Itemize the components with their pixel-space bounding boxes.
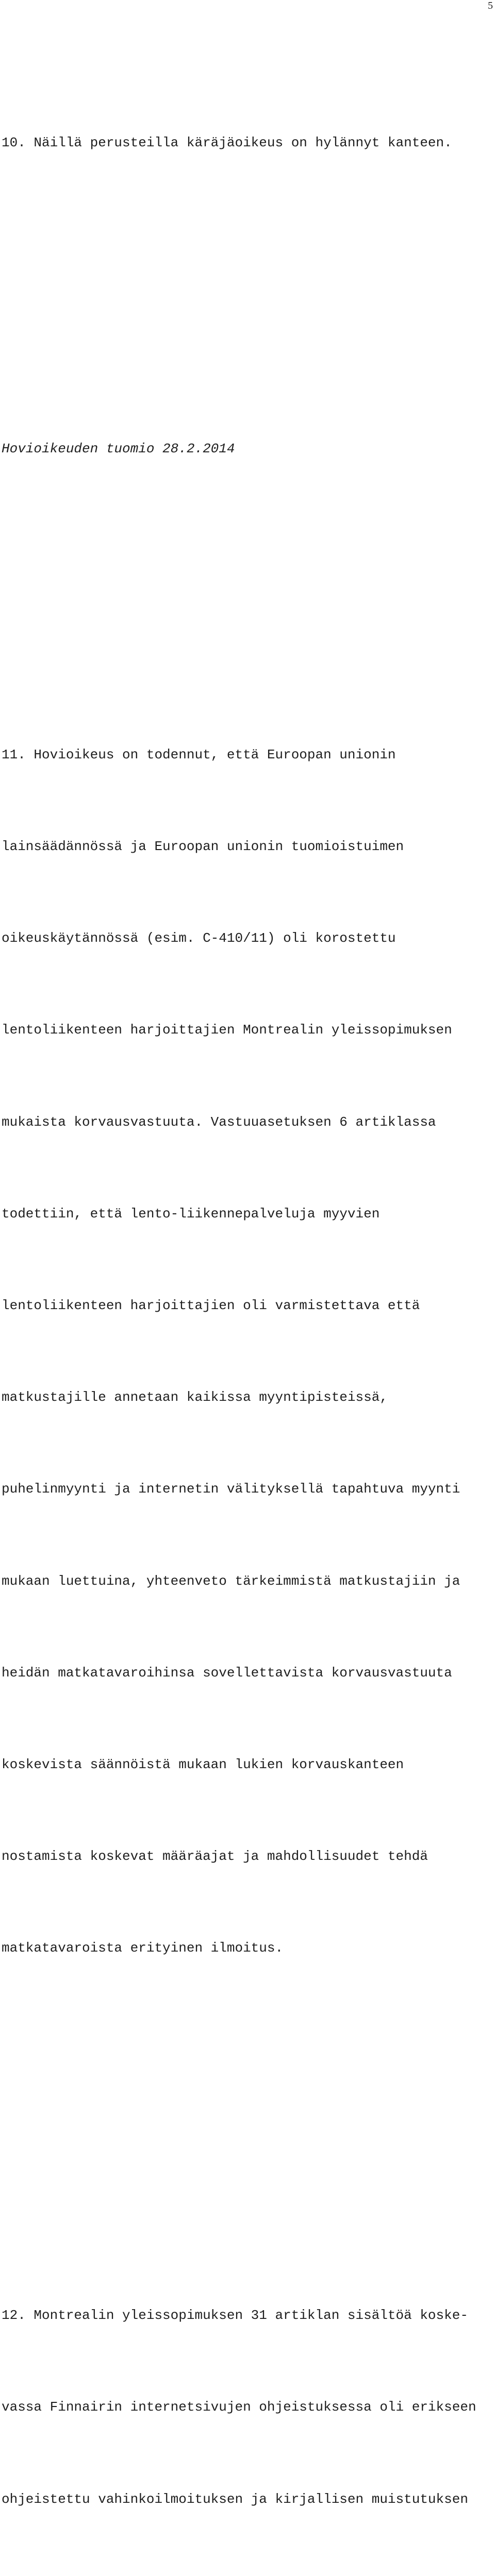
text-line: koskevista säännöistä mukaan lukien korvauskanteen [2, 1750, 491, 1780]
blank-line [2, 556, 491, 586]
text-line: puhelinmyynti ja internetin välityksellä tapahtuva myynti [2, 1474, 491, 1504]
text-line: matkatavaroista erityinen ilmoitus. [2, 1933, 491, 1963]
text-line: nostamista koskevat määräajat ja mahdollisuudet tehdä [2, 1841, 491, 1872]
paragraph-10 [2, 66, 491, 219]
text-line: matkustajille annetaan kaikissa myyntipisteissä, [2, 1382, 491, 1413]
blank-line [2, 311, 491, 342]
text-line: lentoliikenteen harjoittajien Montrealin yleissopimuksen [2, 1015, 491, 1045]
section-heading: Hovioikeuden tuomio 28.2.2014 [2, 434, 491, 464]
text-line: mukaan luettuina, yhteenveto tärkeimmistä matkustajiin ja [2, 1566, 491, 1597]
text-line: lentoliikenteen harjoittajien oli varmistettava että [2, 1291, 491, 1321]
text-line: 12. Montrealin yleissopimuksen 31 artiklan sisältöä koske- [2, 2300, 491, 2331]
text-line: todettiin, että lento-liikennepalveluja myyvien [2, 1199, 491, 1229]
text-line: oikeuskäytännössä (esim. C-410/11) oli korostettu [2, 923, 491, 954]
text-line: 10. Näillä perusteilla käräjäoikeus on hylännyt kanteen. [2, 128, 491, 158]
text-line: vassa Finnairin internetsivujen ohjeistuksessa oli erikseen [2, 2392, 491, 2422]
text-line: lainsäädännössä ja Euroopan unionin tuomioistuimen [2, 832, 491, 862]
text-line: heidän matkatavaroihinsa sovellettavista korvausvastuuta [2, 1658, 491, 1688]
text-line: 11. Hovioikeus on todennut, että Euroopan unionin [2, 740, 491, 770]
blank-line [2, 2117, 491, 2147]
document-body [2, 5, 491, 2576]
page-number: 5 [488, 0, 493, 11]
text-line: ohjeistettu vahinkoilmoituksen ja kirjallisen muistutuksen [2, 2484, 491, 2515]
text-line: mukaista korvausvastuuta. Vastuuasetuksen 6 artiklassa [2, 1107, 491, 1138]
paragraph-11 [2, 679, 491, 2025]
paragraph-12 [2, 2239, 491, 2576]
